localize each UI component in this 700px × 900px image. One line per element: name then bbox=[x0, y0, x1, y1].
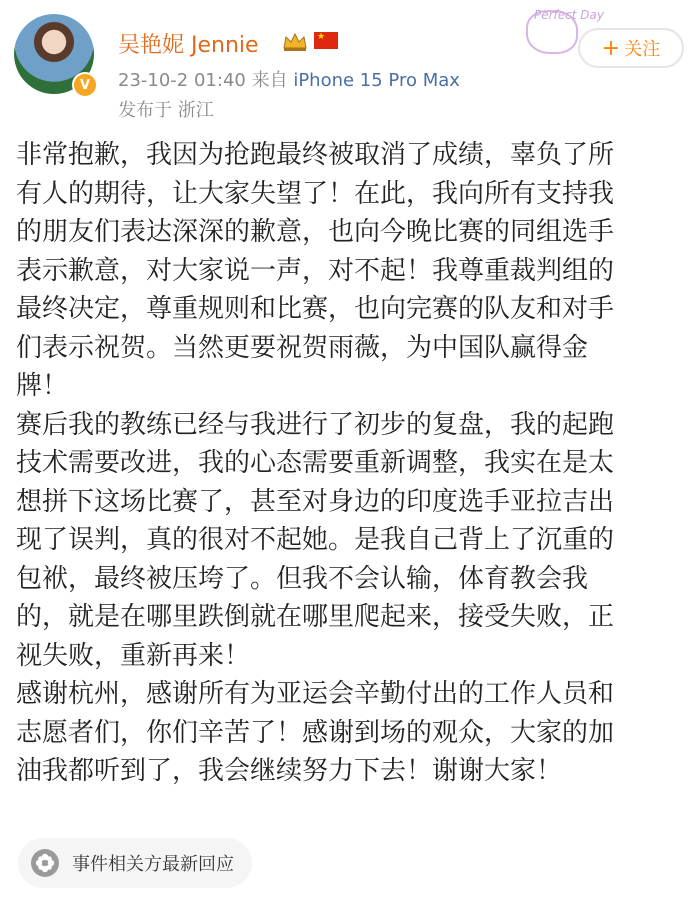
post-line: 非常抱歉，我因为抢跑最终被取消了成绩，辜负了所 bbox=[16, 140, 615, 170]
post-text bbox=[16, 136, 686, 791]
post-header bbox=[0, 0, 700, 125]
plus-icon: + bbox=[601, 35, 621, 61]
post-line: 视失败，重新再来！ bbox=[16, 640, 251, 671]
post-line: 最终决定，尊重规则和比赛，也向完赛的队友和对手 bbox=[16, 294, 615, 324]
post-location: 发布于 浙江 bbox=[118, 100, 214, 121]
verified-v-icon: V bbox=[72, 72, 98, 98]
username[interactable]: 吴艳妮 Jennie bbox=[118, 33, 259, 58]
china-flag-icon: ★ bbox=[314, 32, 338, 49]
post-line: 志愿者们，你们辛苦了！感谢到场的观众，大家的加 bbox=[16, 717, 615, 748]
post-line: 赛后我的教练已经与我进行了初步的复盘，我的起跑 bbox=[16, 409, 615, 440]
device-link[interactable]: iPhone 15 Pro Max bbox=[293, 70, 460, 91]
via-label: 来自 bbox=[251, 70, 288, 91]
post-line: 牌！ bbox=[16, 371, 69, 401]
post-line: 想拼下这场比赛了，甚至对身边的印度选手亚拉吉出 bbox=[16, 486, 615, 517]
post-meta bbox=[118, 66, 460, 92]
post-line: 有人的期待，让大家失望了！在此，我向所有支持我 bbox=[16, 178, 615, 209]
post-line: 现了误判，真的很对不起她。是我自己背上了沉重的 bbox=[16, 525, 615, 555]
sticker-text: Perfect Day bbox=[534, 8, 604, 22]
event-related-link[interactable] bbox=[18, 838, 252, 888]
post-line: 的朋友们表达深深的歉意，也向今晚比赛的同组选手 bbox=[16, 217, 615, 247]
post-line: 表示歉意，对大家说一声，对不起！我尊重裁判组的 bbox=[16, 255, 615, 286]
crown-icon bbox=[282, 32, 308, 52]
post-line: 的，就是在哪里跌倒就在哪里爬起来，接受失败，正 bbox=[16, 602, 615, 632]
post-line: 技术需要改进，我的心态需要重新调整，我实在是太 bbox=[16, 448, 615, 478]
event-link-label: 事件相关方最新回应 bbox=[72, 854, 234, 875]
post-line: 包袱，最终被压垮了。但我不会认输，体育教会我 bbox=[16, 563, 589, 594]
post-line: 感谢杭州，感谢所有为亚运会辛勤付出的工作人员和 bbox=[16, 679, 615, 709]
follow-label: 关注 bbox=[624, 39, 661, 60]
post-timestamp: 23-10-2 01:40 bbox=[118, 70, 246, 91]
follow-button[interactable] bbox=[578, 28, 684, 68]
post-line: 油我都听到了，我会继续努力下去！谢谢大家！ bbox=[16, 756, 563, 786]
post-line: 们表示祝贺。当然更要祝贺雨薇，为中国队赢得金 bbox=[16, 332, 589, 363]
event-flower-icon bbox=[30, 848, 60, 878]
